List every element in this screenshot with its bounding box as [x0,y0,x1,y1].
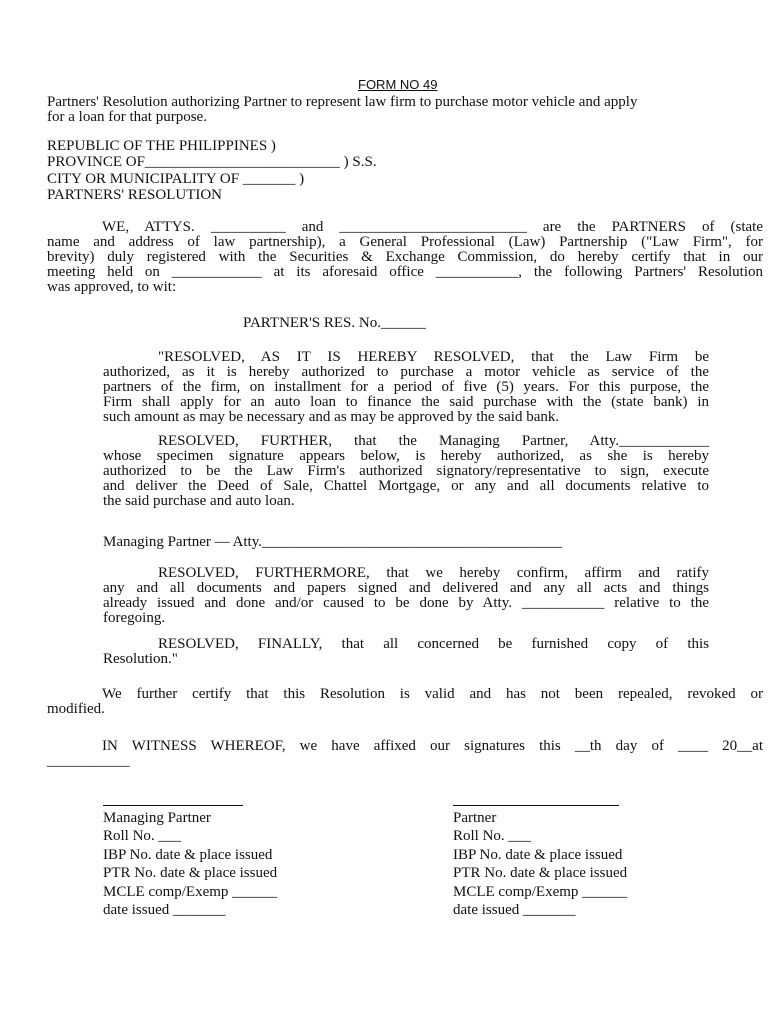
signatory-roll: Roll No. ___ [453,828,531,844]
signatory-mcle: MCLE comp/Exemp ______ [103,884,278,900]
resolved-line: Resolution." [103,651,178,667]
signatory-date: date issued _______ [103,902,226,918]
signatory-title: Partner [453,810,497,826]
resolved-line: RESOLVED, FURTHERMORE, that we hereby confirm, affirm and ratify [158,565,709,581]
resolution-heading: PARTNERS' RESOLUTION [47,187,223,203]
certify-paragraph [47,687,763,717]
resolved-line: authorized to be the Law Firm's authorized signatory/representative to sign, execute [103,463,709,479]
resolved-paragraph-3 [103,566,709,626]
resolved-line: authorized, as it is hereby authorized to purchase a motor vehicle as service of the [103,364,709,380]
signatory-ibp: IBP No. date & place issued [453,847,623,863]
resolved-paragraph-4 [103,637,709,667]
certify-line: We further certify that this Resolution is valid and has not been repealed, revoked or [102,686,763,702]
form-number: FORM NO 49 [358,77,438,92]
intro-line: meeting held on ____________ at its aforesaid office ___________, the following Partners' Resolution [47,264,763,280]
signatory-ptr: PTR No. date & place issued [103,865,278,881]
resolved-line: and deliver the Deed of Sale, Chattel Mortgage, or any and all documents relative to [103,478,709,494]
intro-line: name and address of law partnership), a General Professional (Law) Partnership ("Law Firm", for [47,234,763,250]
signatory-title: Managing Partner [103,810,211,826]
signatory-mcle: MCLE comp/Exemp ______ [453,884,628,900]
intro-paragraph [47,220,763,295]
witness-line: ___________ [47,753,130,769]
resolved-paragraph-1 [103,350,709,425]
resolved-line: partners of the firm, on installment for a period of five (5) years. For this purpose, the [103,379,709,395]
resolved-line: already issued and done and/or caused to be done by Atty. ___________ relative to the [103,595,709,611]
venue-city: CITY OR MUNICIPALITY OF _______ ) [47,171,305,187]
resolution-number: PARTNER'S RES. No.______ [243,315,426,331]
certify-line: modified. [47,701,105,717]
intro-line: was approved, to wit: [47,279,177,295]
signatory-ptr: PTR No. date & place issued [453,865,628,881]
witness-line: IN WITNESS WHEREOF, we have affixed our signatures this __th day of ____ 20__at [102,738,763,754]
witness-paragraph [47,739,763,769]
resolved-paragraph-2 [103,434,709,509]
intro-line: WE, ATTYS. __________ and _________________________ are the PARTNERS of (state [102,219,763,235]
signatory-ibp: IBP No. date & place issued [103,847,273,863]
venue-republic: REPUBLIC OF THE PHILIPPINES ) [47,138,276,154]
managing-partner-line: Managing Partner — Atty.________________________________________ [103,534,563,550]
resolved-line: RESOLVED, FINALLY, that all concerned be furnished copy of this [158,636,709,652]
resolved-line: "RESOLVED, AS IT IS HEREBY RESOLVED, that the Law Firm be [158,349,709,365]
signatory-date: date issued _______ [453,902,576,918]
resolved-line: whose specimen signature appears below, is hereby authorized, as she is hereby [103,448,709,464]
signature-line-managing-partner [103,805,243,806]
subtitle-line-2: for a loan for that purpose. [47,109,207,125]
signature-line-partner [453,805,619,806]
resolved-line: Firm shall apply for an auto loan to finance the said purchase with the (state bank) in [103,394,709,410]
signatory-roll: Roll No. ___ [103,828,181,844]
resolved-line: such amount as may be necessary and as may be approved by the said bank. [103,409,560,425]
intro-line: brevity) duly registered with the Securities & Exchange Commission, do hereby certify that in our [47,249,763,265]
resolved-line: any and all documents and papers signed and delivered and any all acts and things [103,580,709,596]
resolved-line: foregoing. [103,610,166,626]
resolved-line: the said purchase and auto loan. [103,493,295,509]
resolved-line: RESOLVED, FURTHER, that the Managing Partner, Atty.____________ [158,433,709,449]
venue-province: PROVINCE OF__________________________ ) S.S. [47,154,377,170]
subtitle-line-1: Partners' Resolution authorizing Partner to represent law firm to purchase motor vehicle and apply [47,94,638,110]
